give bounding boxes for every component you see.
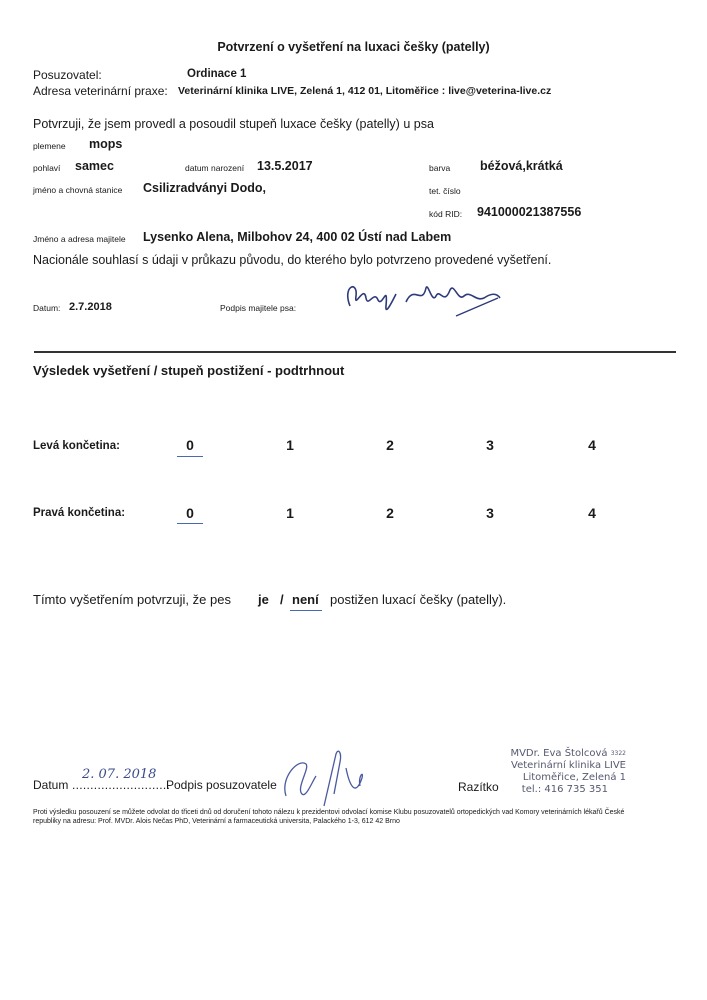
adresa-value: Veterinární klinika LIVE, Zelená 1, 412 01, Litoměřice : live@veterina-live.cz: [178, 85, 552, 97]
kod-rid-value: 941000021387556: [477, 205, 582, 219]
jmeno-value: Csilizradványi Dodo,: [143, 181, 266, 195]
tet-cislo-label: tet. číslo: [429, 186, 461, 196]
section-divider: [34, 351, 676, 353]
souhlas-text: Nacionále souhlasí s údaji v průkazu původu, do kterého bylo potvrzeno provedené vyšetření.: [33, 253, 552, 267]
kod-rid-label: kód RID:: [429, 209, 463, 219]
zaver-neni: není: [292, 592, 319, 607]
datum-label: Datum:: [33, 303, 61, 313]
datum-narozeni-value: 13.5.2017: [257, 159, 313, 173]
posuzovatel-value: Ordinace 1: [187, 68, 247, 80]
plemeno-label: plemene: [33, 141, 66, 151]
owner-signature: [336, 276, 506, 324]
majitel-label: Jméno a adresa majitele: [33, 234, 126, 244]
leva-grade-4: 4: [588, 437, 596, 453]
vysledek-heading: Výsledek vyšetření / stupeň postižení - podtrhnout: [33, 363, 345, 378]
barva-label: barva: [429, 163, 451, 173]
podpis-majitele-label: Podpis majitele psa:: [220, 303, 297, 313]
majitel-value: Lysenko Alena, Milbohov 24, 400 02 Ústí nad Labem: [143, 230, 452, 244]
stamp-num: 3322: [610, 750, 626, 757]
barva-value: béžová,krátká: [480, 159, 563, 173]
podpis-posuzovatele-label: Podpis posuzovatele: [166, 778, 277, 792]
prava-grade-3: 3: [486, 505, 494, 521]
neni-underline: [290, 610, 322, 611]
jmeno-label: jméno a chovná stanice: [33, 185, 123, 195]
stamp-line3: Litoměřice, Zelená 1: [522, 772, 626, 783]
leva-grade-2: 2: [386, 437, 394, 453]
bottom-datum-hand: 2. 07. 2018: [82, 767, 157, 782]
prava-label: Pravá končetina:: [33, 507, 126, 519]
prava-grade-4: 4: [588, 505, 596, 521]
prava-grade-2: 2: [386, 505, 394, 521]
zaver-slash: /: [280, 592, 284, 607]
leva-grade-3: 3: [486, 437, 494, 453]
zaver-je: je: [258, 592, 269, 607]
clinic-stamp: [480, 748, 626, 796]
examiner-signature: [276, 748, 386, 810]
stamp-line1: MVDr. Eva Štolcová: [510, 748, 608, 759]
leva-grade-1: 1: [286, 437, 294, 453]
stamp-line4: tel.: 416 735 351: [521, 784, 608, 795]
stamp-line2: Veterinární klinika LIVE: [511, 760, 626, 771]
document-title: Potvrzení o vyšetření na luxaci češky (patelly): [217, 40, 490, 54]
pohlavi-value: samec: [75, 159, 114, 173]
prava-grade-0-underline: [177, 523, 203, 524]
leva-grade-0-underline: [177, 456, 203, 457]
leva-label: Levá končetina:: [33, 440, 120, 452]
pohlavi-label: pohlaví: [33, 163, 61, 173]
prava-grade-0: 0: [186, 505, 194, 521]
posuzovatel-label: Posuzovatel:: [33, 68, 102, 82]
zaver-after: postižen luxací češky (patelly).: [330, 592, 507, 607]
datum-narozeni-label: datum narození: [185, 163, 245, 173]
footnote: Proti výsledku posouzení se můžete odvolat do třiceti dnů od doručení tohoto nálezu k prezidentovi odvolací komise Klubu posuzovatelů ortopedických vad Komory veterinárních lékařů České republiky na adresu: Prof. MVDr. Alois Nečas PhD, Veterinární a farmaceutická universita, Palackého 1-3, 612 42 Brno: [33, 809, 625, 825]
razitko-label: Razítko: [458, 780, 499, 794]
prava-grade-1: 1: [286, 505, 294, 521]
datum-value: 2.7.2018: [69, 301, 112, 313]
bottom-datum-dots: ...........................: [72, 778, 171, 792]
zaver-before: Tímto vyšetřením potvrzuji, že pes: [33, 592, 231, 607]
statement-text: Potvrzuji, že jsem provedl a posoudil stupeň luxace češky (patelly) u psa: [33, 117, 434, 131]
plemeno-value: mops: [89, 137, 123, 151]
adresa-label: Adresa veterinární praxe:: [33, 84, 168, 98]
bottom-datum-label: Datum: [33, 778, 69, 792]
leva-grade-0: 0: [186, 437, 194, 453]
